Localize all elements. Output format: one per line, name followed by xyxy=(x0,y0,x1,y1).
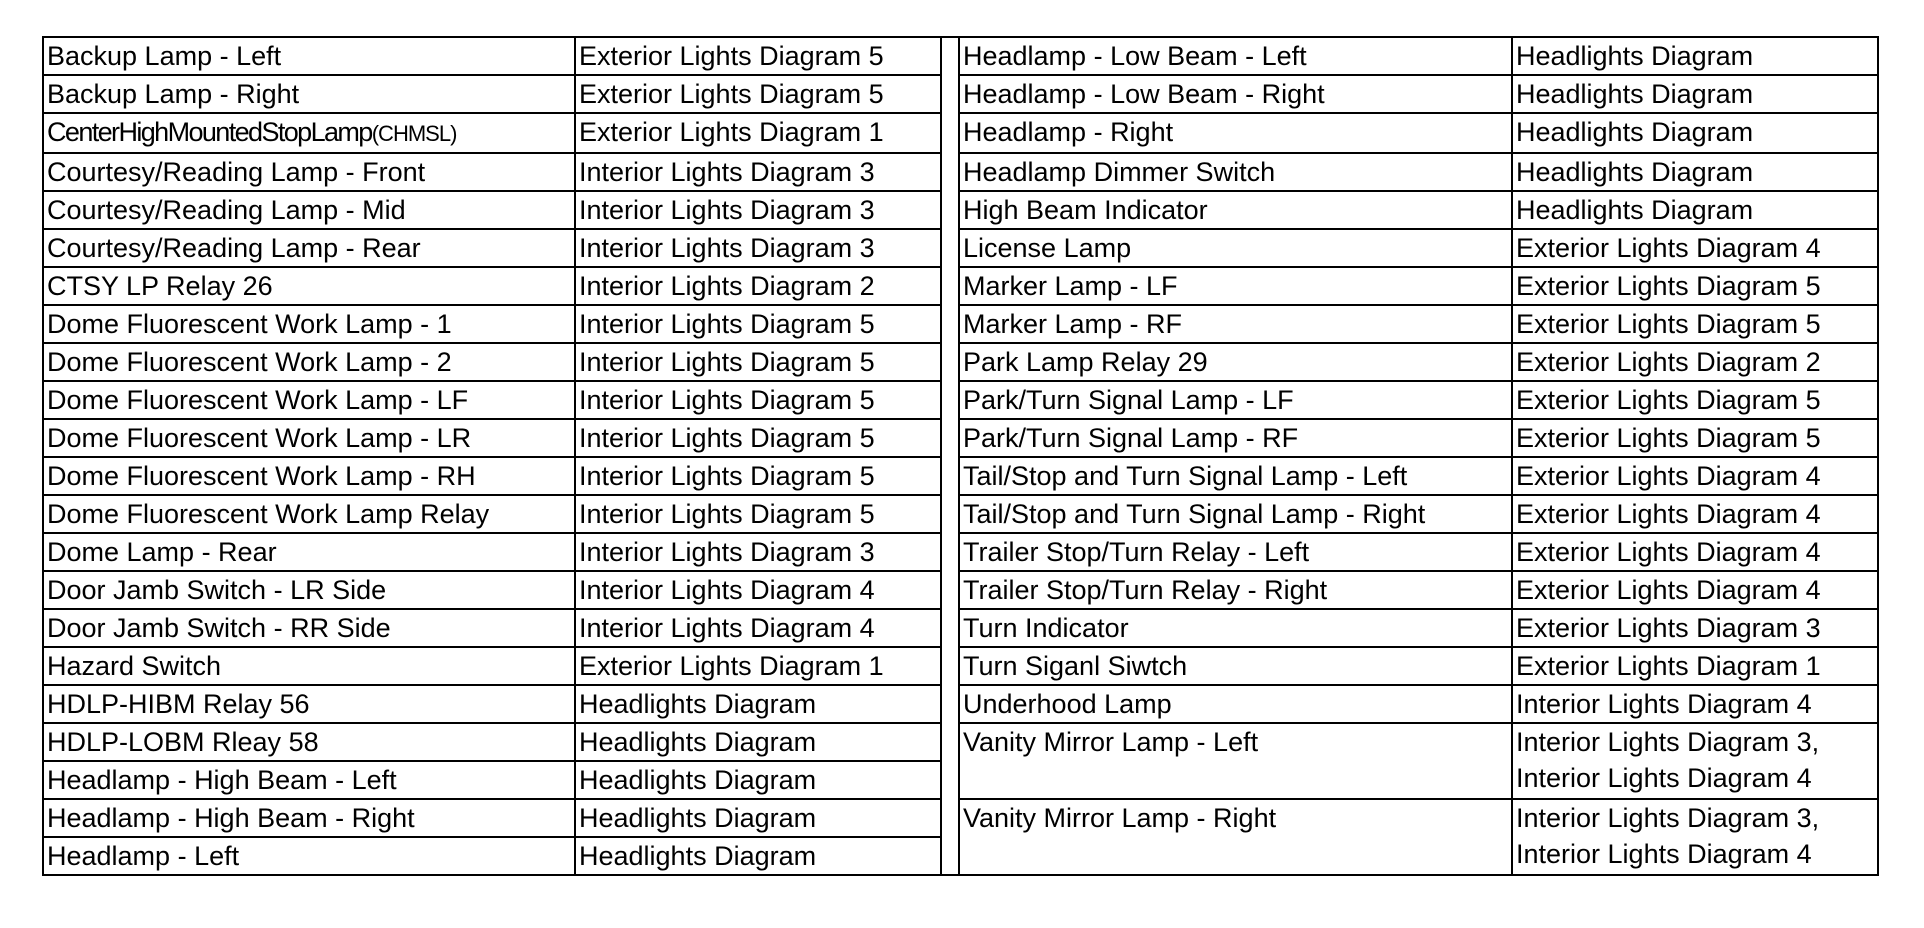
diagram-reference-cell xyxy=(1512,533,1878,571)
diagram-reference: Exterior Lights Diagram 4 xyxy=(1516,499,1821,529)
diagram-reference-cell xyxy=(575,647,941,685)
diagram-reference: Interior Lights Diagram 4 xyxy=(579,613,875,643)
diagram-reference: Headlights Diagram xyxy=(1516,195,1754,225)
component-name-cell xyxy=(959,723,1512,799)
diagram-reference: Exterior Lights Diagram 4 xyxy=(1516,461,1821,491)
component-name: Headlamp - Left xyxy=(47,841,240,871)
diagram-reference: Interior Lights Diagram 5 xyxy=(579,385,875,415)
component-name-cell xyxy=(959,191,1512,229)
component-name-cell xyxy=(43,533,575,571)
diagram-reference-cell xyxy=(575,495,941,533)
diagram-reference-cell xyxy=(575,229,941,267)
diagram-reference: Exterior Lights Diagram 4 xyxy=(1516,575,1821,605)
table-row xyxy=(43,533,1878,571)
component-name: Vanity Mirror Lamp - Right xyxy=(963,803,1277,833)
diagram-reference: Exterior Lights Diagram 5 xyxy=(579,79,884,109)
diagram-reference: Interior Lights Diagram 4 xyxy=(579,575,875,605)
diagram-reference-cell xyxy=(1512,343,1878,381)
diagram-reference: Headlights Diagram xyxy=(1516,79,1754,109)
component-name: Marker Lamp - LF xyxy=(963,271,1178,301)
column-divider xyxy=(941,229,959,267)
column-divider xyxy=(941,267,959,305)
component-name-cell xyxy=(43,761,575,799)
diagram-reference-cell xyxy=(575,343,941,381)
column-divider xyxy=(941,837,959,875)
column-divider xyxy=(941,457,959,495)
diagram-reference-cell xyxy=(1512,267,1878,305)
diagram-reference: Headlights Diagram xyxy=(1516,41,1754,71)
component-name: Turn Siganl Siwtch xyxy=(963,651,1188,681)
column-divider xyxy=(941,647,959,685)
component-name-cell xyxy=(43,75,575,113)
component-name-cell xyxy=(959,533,1512,571)
component-name-cell xyxy=(43,685,575,723)
diagram-reference: Headlights Diagram xyxy=(579,841,817,871)
diagram-reference-cell xyxy=(1512,609,1878,647)
component-name-cell xyxy=(43,571,575,609)
diagram-reference: Interior Lights Diagram 5 xyxy=(579,423,875,453)
component-name-cell xyxy=(43,153,575,191)
diagram-reference-cell xyxy=(1512,113,1878,153)
diagram-reference: Exterior Lights Diagram 4 xyxy=(1516,537,1821,567)
column-divider xyxy=(941,571,959,609)
table-row xyxy=(43,267,1878,305)
column-divider xyxy=(941,419,959,457)
component-name-cell xyxy=(959,571,1512,609)
diagram-reference: Interior Lights Diagram 3, Interior Lights Diagram 4 xyxy=(1516,803,1820,869)
component-name: CenterHighMountedStopLamp xyxy=(47,117,372,147)
table-row xyxy=(43,571,1878,609)
component-name-cell xyxy=(43,37,575,75)
diagram-reference: Headlights Diagram xyxy=(1516,157,1754,187)
component-name: Door Jamb Switch - LR Side xyxy=(47,575,387,605)
table-row xyxy=(43,419,1878,457)
component-name: Headlamp Dimmer Switch xyxy=(963,157,1276,187)
component-name-cell xyxy=(959,37,1512,75)
component-name: High Beam Indicator xyxy=(963,195,1208,225)
diagram-reference: Interior Lights Diagram 3 xyxy=(579,233,875,263)
component-name-cell xyxy=(43,229,575,267)
diagram-reference: Exterior Lights Diagram 2 xyxy=(1516,347,1821,377)
component-name-cell xyxy=(43,799,575,837)
diagram-reference-cell xyxy=(1512,305,1878,343)
diagram-reference-cell xyxy=(1512,457,1878,495)
diagram-reference: Headlights Diagram xyxy=(579,689,817,719)
table-row xyxy=(43,495,1878,533)
component-name: Underhood Lamp xyxy=(963,689,1172,719)
component-name: Backup Lamp - Left xyxy=(47,41,282,71)
diagram-reference-cell xyxy=(575,799,941,837)
component-name-cell xyxy=(959,609,1512,647)
component-name: Dome Fluorescent Work Lamp - 2 xyxy=(47,347,452,377)
column-divider xyxy=(941,685,959,723)
component-name: Marker Lamp - RF xyxy=(963,309,1183,339)
column-divider xyxy=(941,305,959,343)
table-row xyxy=(43,153,1878,191)
component-name-cell xyxy=(959,647,1512,685)
diagram-reference: Headlights Diagram xyxy=(579,765,817,795)
component-name-cell xyxy=(959,75,1512,113)
component-name: Park/Turn Signal Lamp - RF xyxy=(963,423,1299,453)
component-name: CTSY LP Relay 26 xyxy=(47,271,273,301)
component-name: Headlamp - Low Beam - Left xyxy=(963,41,1307,71)
table-row xyxy=(43,343,1878,381)
diagram-reference: Exterior Lights Diagram 1 xyxy=(579,117,884,147)
table-row xyxy=(43,113,1878,153)
component-name: Dome Fluorescent Work Lamp Relay xyxy=(47,499,490,529)
diagram-reference: Interior Lights Diagram 5 xyxy=(579,347,875,377)
component-name-cell xyxy=(959,153,1512,191)
component-name: Backup Lamp - Right xyxy=(47,79,300,109)
column-divider xyxy=(941,723,959,761)
component-name: Courtesy/Reading Lamp - Rear xyxy=(47,233,421,263)
diagram-reference-cell xyxy=(575,457,941,495)
component-name: Dome Fluorescent Work Lamp - 1 xyxy=(47,309,452,339)
diagram-reference-cell xyxy=(1512,381,1878,419)
diagram-reference: Headlights Diagram xyxy=(579,803,817,833)
component-name-cell xyxy=(959,799,1512,875)
diagram-reference: Interior Lights Diagram 4 xyxy=(1516,689,1812,719)
component-name-cell xyxy=(43,723,575,761)
diagram-reference-cell xyxy=(1512,75,1878,113)
component-name-cell xyxy=(959,267,1512,305)
diagram-reference-cell xyxy=(1512,685,1878,723)
diagram-reference-cell xyxy=(575,571,941,609)
diagram-reference-cell xyxy=(575,685,941,723)
diagram-reference: Exterior Lights Diagram 3 xyxy=(1516,613,1821,643)
component-name: Park Lamp Relay 29 xyxy=(963,347,1208,377)
diagram-reference-cell xyxy=(1512,37,1878,75)
component-name-cell xyxy=(43,609,575,647)
diagram-reference: Exterior Lights Diagram 5 xyxy=(1516,385,1821,415)
diagram-reference-cell xyxy=(575,837,941,875)
component-name-cell xyxy=(959,113,1512,153)
diagram-reference: Interior Lights Diagram 5 xyxy=(579,499,875,529)
diagram-reference-cell xyxy=(575,191,941,229)
diagram-reference-cell xyxy=(1512,419,1878,457)
diagram-reference-cell xyxy=(1512,495,1878,533)
diagram-reference-cell xyxy=(575,37,941,75)
table-row xyxy=(43,75,1878,113)
component-name: Tail/Stop and Turn Signal Lamp - Left xyxy=(963,461,1408,491)
component-name-cell xyxy=(43,381,575,419)
component-name-cell xyxy=(43,837,575,875)
column-divider xyxy=(941,761,959,799)
component-name-cell xyxy=(43,305,575,343)
table-row xyxy=(43,799,1878,837)
diagram-reference: Exterior Lights Diagram 1 xyxy=(1516,651,1821,681)
component-index-table xyxy=(42,36,1879,876)
table-row xyxy=(43,381,1878,419)
component-name: Headlamp - High Beam - Left xyxy=(47,765,397,795)
diagram-reference-cell xyxy=(1512,647,1878,685)
component-index xyxy=(42,36,1879,876)
table-row xyxy=(43,457,1878,495)
component-name-cell xyxy=(959,343,1512,381)
diagram-reference-cell xyxy=(1512,153,1878,191)
diagram-reference: Interior Lights Diagram 5 xyxy=(579,309,875,339)
diagram-reference: Interior Lights Diagram 2 xyxy=(579,271,875,301)
component-name-cell xyxy=(959,381,1512,419)
column-divider xyxy=(941,495,959,533)
diagram-reference-cell xyxy=(575,723,941,761)
diagram-reference: Interior Lights Diagram 3 xyxy=(579,537,875,567)
diagram-reference-cell xyxy=(1512,191,1878,229)
component-name: Turn Indicator xyxy=(963,613,1129,643)
diagram-reference-cell xyxy=(575,75,941,113)
diagram-reference-cell xyxy=(1512,229,1878,267)
diagram-reference: Interior Lights Diagram 3 xyxy=(579,195,875,225)
table-row xyxy=(43,685,1878,723)
diagram-reference-cell xyxy=(575,153,941,191)
table-row xyxy=(43,305,1878,343)
component-name: Headlamp - Right xyxy=(963,117,1174,147)
diagram-reference-cell xyxy=(1512,799,1878,875)
diagram-reference: Exterior Lights Diagram 5 xyxy=(1516,309,1821,339)
component-name-cell xyxy=(43,647,575,685)
column-divider xyxy=(941,381,959,419)
column-divider xyxy=(941,191,959,229)
column-divider xyxy=(941,533,959,571)
column-divider xyxy=(941,75,959,113)
column-divider xyxy=(941,799,959,837)
diagram-reference: Headlights Diagram xyxy=(1516,117,1754,147)
component-name: Trailer Stop/Turn Relay - Right xyxy=(963,575,1328,605)
diagram-reference-cell xyxy=(575,381,941,419)
column-divider xyxy=(941,37,959,75)
diagram-reference-cell xyxy=(1512,723,1878,799)
component-name-cell xyxy=(959,457,1512,495)
table-row xyxy=(43,37,1878,75)
component-name: Vanity Mirror Lamp - Left xyxy=(963,727,1259,757)
column-divider xyxy=(941,343,959,381)
component-name: Courtesy/Reading Lamp - Front xyxy=(47,157,426,187)
component-name: Courtesy/Reading Lamp - Mid xyxy=(47,195,406,225)
table-row xyxy=(43,647,1878,685)
component-name: Dome Fluorescent Work Lamp - RH xyxy=(47,461,476,491)
component-name: HDLP-HIBM Relay 56 xyxy=(47,689,310,719)
diagram-reference: Exterior Lights Diagram 1 xyxy=(579,651,884,681)
component-name-cell xyxy=(959,229,1512,267)
component-name-cell xyxy=(959,495,1512,533)
component-name-cell xyxy=(43,113,575,153)
table-row xyxy=(43,191,1878,229)
diagram-reference: Interior Lights Diagram 3 xyxy=(579,157,875,187)
component-name: Headlamp - Low Beam - Right xyxy=(963,79,1325,109)
diagram-reference: Exterior Lights Diagram 5 xyxy=(1516,271,1821,301)
column-divider xyxy=(941,113,959,153)
component-name-cell xyxy=(43,419,575,457)
diagram-reference-cell xyxy=(575,533,941,571)
component-name: Park/Turn Signal Lamp - LF xyxy=(963,385,1294,415)
diagram-reference: Exterior Lights Diagram 5 xyxy=(1516,423,1821,453)
component-name-cell xyxy=(43,457,575,495)
component-name: Trailer Stop/Turn Relay - Left xyxy=(963,537,1310,567)
diagram-reference-cell xyxy=(575,267,941,305)
component-name-cell xyxy=(43,495,575,533)
diagram-reference-cell xyxy=(575,305,941,343)
column-divider xyxy=(941,153,959,191)
diagram-reference: Interior Lights Diagram 3, Interior Lights Diagram 4 xyxy=(1516,727,1820,793)
component-abbreviation: (CHMSL) xyxy=(371,121,457,146)
component-name-cell xyxy=(43,267,575,305)
component-name: Dome Lamp - Rear xyxy=(47,537,277,567)
component-name-cell xyxy=(43,343,575,381)
table-row xyxy=(43,609,1878,647)
diagram-reference-cell xyxy=(575,761,941,799)
table-row xyxy=(43,723,1878,761)
component-name: Hazard Switch xyxy=(47,651,222,681)
table-row xyxy=(43,229,1878,267)
component-name-cell xyxy=(43,191,575,229)
component-name-cell xyxy=(959,685,1512,723)
diagram-reference-cell xyxy=(1512,571,1878,609)
diagram-reference: Exterior Lights Diagram 5 xyxy=(579,41,884,71)
component-name: HDLP-LOBM Rleay 58 xyxy=(47,727,319,757)
diagram-reference: Exterior Lights Diagram 4 xyxy=(1516,233,1821,263)
diagram-reference: Headlights Diagram xyxy=(579,727,817,757)
diagram-reference: Interior Lights Diagram 5 xyxy=(579,461,875,491)
component-name: Dome Fluorescent Work Lamp - LF xyxy=(47,385,469,415)
component-name-cell xyxy=(959,419,1512,457)
component-name: License Lamp xyxy=(963,233,1132,263)
component-name: Headlamp - High Beam - Right xyxy=(47,803,415,833)
component-name: Dome Fluorescent Work Lamp - LR xyxy=(47,423,472,453)
component-name: Tail/Stop and Turn Signal Lamp - Right xyxy=(963,499,1426,529)
diagram-reference-cell xyxy=(575,609,941,647)
column-divider xyxy=(941,609,959,647)
component-name: Door Jamb Switch - RR Side xyxy=(47,613,391,643)
component-name-cell xyxy=(959,305,1512,343)
diagram-reference-cell xyxy=(575,113,941,153)
diagram-reference-cell xyxy=(575,419,941,457)
